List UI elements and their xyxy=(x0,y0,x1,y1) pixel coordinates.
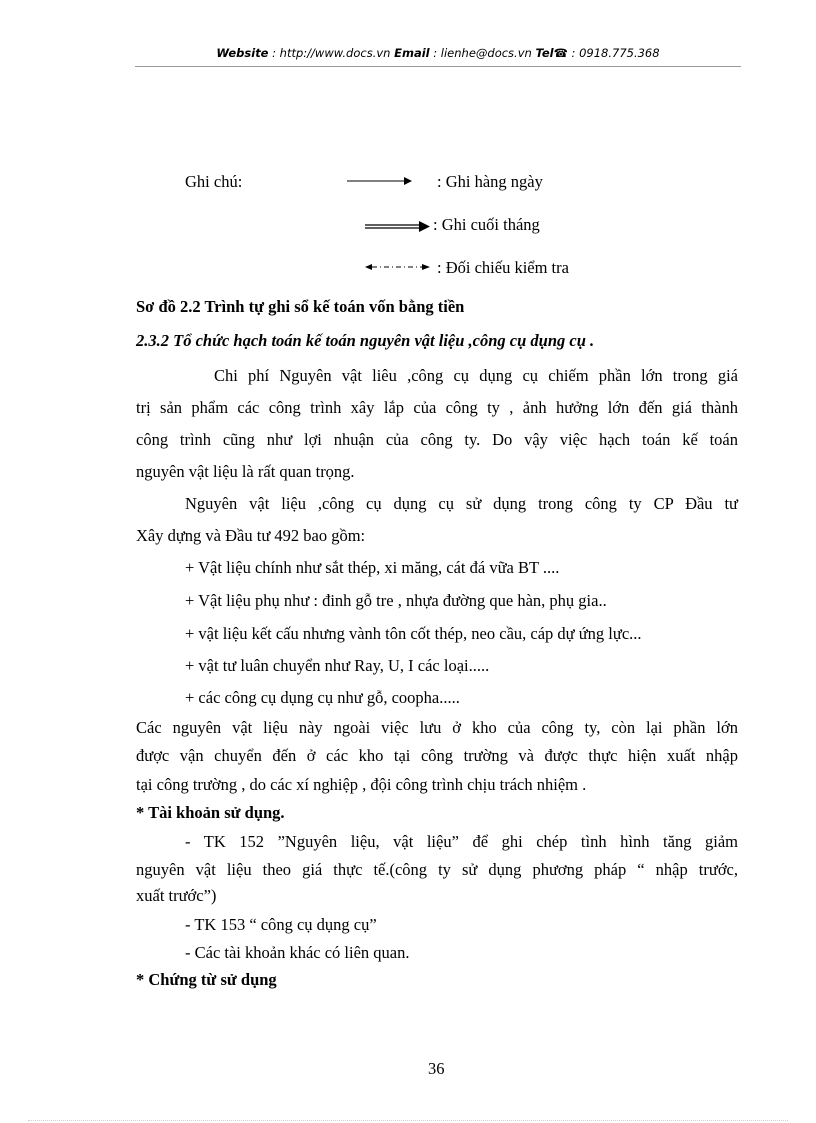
page-header xyxy=(135,46,741,67)
list-item: + Vật liệu chính như sắt thép, xi măng, cát đá vữa BT .... xyxy=(185,558,560,577)
accounts-heading: * Tài khoản sử dụng. xyxy=(136,803,285,822)
para2-line-2: Xây dựng và Đầu tư 492 bao gồm: xyxy=(136,526,366,545)
para1-line-4: nguyên vật liệu là rất quan trọng. xyxy=(136,462,355,481)
bottom-border xyxy=(28,1120,788,1121)
accounts-line-2: nguyên vật liệu theo giá thực tế.(công ty sử dụng phương pháp “ nhập trước, xyxy=(136,860,738,879)
legend-daily: : Ghi hàng ngày xyxy=(437,172,543,191)
documents-heading: * Chứng từ sử dụng xyxy=(136,970,277,989)
page-number: 36 xyxy=(428,1059,445,1078)
dashdot-arrow-icon xyxy=(364,261,432,273)
para1-line-2: trị sản phẩm các công trình xây lắp của công ty , ảnh hưởng lớn đến giá thành xyxy=(136,398,738,417)
email-label: Email xyxy=(394,46,430,60)
phone-icon: ☎ xyxy=(553,46,568,60)
para3-line-1: Các nguyên vật liệu này ngoài việc lưu ở kho của công ty, còn lại phần lớn xyxy=(136,718,738,737)
thin-arrow-icon xyxy=(346,175,414,187)
legend-crosscheck: : Đối chiếu kiểm tra xyxy=(437,258,569,277)
list-item: + Vật liệu phụ như : đinh gỗ tre , nhựa đường que hàn, phụ gia.. xyxy=(185,591,607,610)
diagram-caption: Sơ đồ 2.2 Trình tự ghi sổ kế toán vốn bằng tiền xyxy=(136,297,465,316)
tel-value: : 0918.775.368 xyxy=(567,46,660,60)
list-item: - TK 153 “ công cụ dụng cụ” xyxy=(185,915,377,934)
list-item: - Các tài khoản khác có liên quan. xyxy=(185,943,410,962)
para3-line-2: được vận chuyển đến ở các kho tại công trường và được thực hiện xuất nhập xyxy=(136,746,738,765)
accounts-line-3: xuất trước”) xyxy=(136,886,217,905)
accounts-line-1: - TK 152 ”Nguyên liệu, vật liệu” để ghi chép tình hình tăng giảm xyxy=(185,832,738,851)
para1-line-1: Chi phí Nguyên vật liêu ,công cụ dụng cụ chiếm phần lớn trong giá xyxy=(214,366,738,385)
list-item: + vật tư luân chuyển như Ray, U, I các loại..... xyxy=(185,656,490,675)
email-value[interactable]: : lienhe@docs.vn xyxy=(429,46,536,60)
legend-monthly: : Ghi cuối tháng xyxy=(433,215,540,234)
website-value[interactable]: : http://www.docs.vn xyxy=(268,46,395,60)
tel-label: Tel xyxy=(535,46,554,60)
para3-line-3: tại công trường , do các xí nghiệp , đội công trình chịu trách nhiệm . xyxy=(136,775,587,794)
section-heading: 2.3.2 Tổ chức hạch toán kế toán nguyên vật liệu ,công cụ dụng cụ . xyxy=(136,331,595,350)
website-label: Website xyxy=(216,46,269,60)
thick-arrow-icon xyxy=(364,220,432,234)
legend-title: Ghi chú: xyxy=(185,172,243,191)
para1-line-3: công trình cũng như lợi nhuận của công ty. Do vậy việc hạch toán kế toán xyxy=(136,430,738,449)
list-item: + vật liệu kết cấu nhưng vành tôn cốt thép, neo cầu, cáp dự ứng lực... xyxy=(185,624,642,643)
para2-line-1: Nguyên vật liệu ,công cụ dụng cụ sử dụng trong công ty CP Đầu tư xyxy=(185,494,738,513)
list-item: + các công cụ dụng cụ như gỗ, coopha..... xyxy=(185,688,460,707)
